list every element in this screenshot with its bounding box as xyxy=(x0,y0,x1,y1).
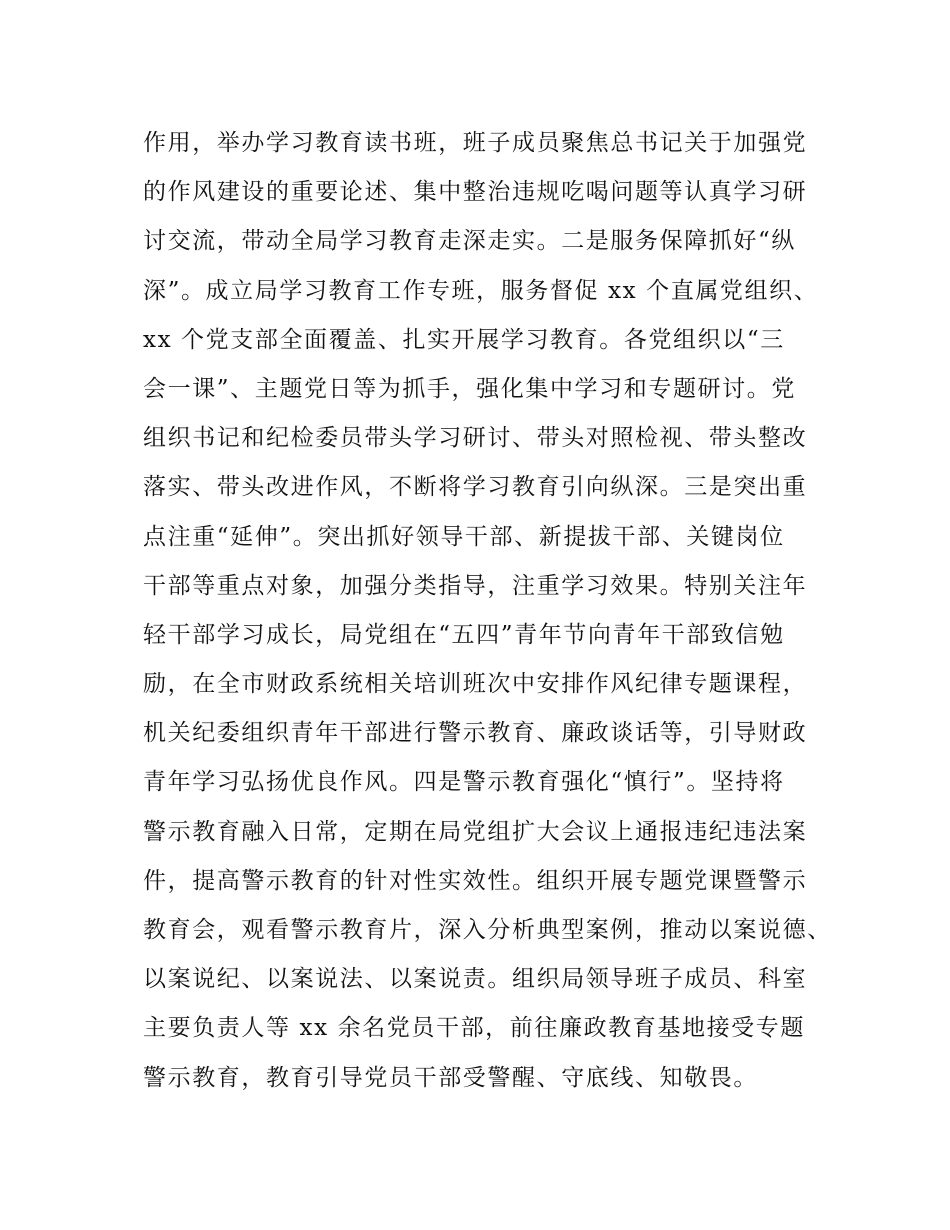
paragraph-line-18: 以案说纪、以案说法、以案说责。组织局领导班子成员、科室 xyxy=(143,966,808,993)
paragraph-line-19: 主要负责人等 xx 余名党员干部，前往廉政教育基地接受专题 xyxy=(143,1015,805,1042)
paragraph-line-9: 点注重“延伸”。突出抓好领导干部、新提拔干部、关键岗位 xyxy=(143,523,785,550)
paragraph-line-10: 干部等重点对象，加强分类指导，注重学习效果。特别关注年 xyxy=(143,572,808,599)
paragraph-line-13: 机关纪委组织青年干部进行警示教育、廉政谈话等，引导财政 xyxy=(143,720,808,747)
paragraph-line-8: 落实、带头改进作风，不断将学习教育引向纵深。三是突出重 xyxy=(143,474,808,501)
paragraph-line-20: 警示教育，教育引导党员干部受警醒、守底线、知敬畏。 xyxy=(143,1064,758,1091)
paragraph-line-6: 会一课”、主题党日等为抓手，强化集中学习和专题研讨。党 xyxy=(143,375,796,402)
paragraph-line-2: 的作风建设的重要论述、集中整治违规吃喝问题等认真学习研 xyxy=(143,179,808,206)
paragraph-line-17: 教育会，观看警示教育片，深入分析典型案例，推动以案说德、 xyxy=(143,917,832,943)
paragraph-line-16: 件，提高警示教育的针对性实效性。组织开展专题党课暨警示 xyxy=(143,867,808,894)
paragraph-line-7: 组织书记和纪检委员带头学习研讨、带头对照检视、带头整改 xyxy=(143,425,808,452)
paragraph-line-15: 警示教育融入日常，定期在局党组扩大会议上通报违纪违法案 xyxy=(143,818,808,845)
paragraph-line-5: xx 个党支部全面覆盖、扎实开展学习教育。各党组织以“三 xyxy=(143,326,785,353)
paragraph-line-12: 励，在全市财政系统相关培训班次中安排作风纪律专题课程， xyxy=(143,671,808,698)
paragraph-line-11: 轻干部学习成长，局党组在“五四”青年节向青年干部致信勉 xyxy=(143,621,785,648)
paragraph-line-3: 讨交流，带动全局学习教育走深走实。二是服务保障抓好“纵 xyxy=(143,228,796,255)
paragraph-line-1: 作用，举办学习教育读书班，班子成员聚焦总书记关于加强党 xyxy=(143,130,808,156)
body-paragraph xyxy=(143,119,833,1103)
paragraph-line-14: 青年学习弘扬优良作风。四是警示教育强化“慎行”。坚持将 xyxy=(143,769,785,796)
paragraph-line-4: 深”。成立局学习教育工作专班，服务督促 xx 个直属党组织、 xyxy=(143,277,819,304)
